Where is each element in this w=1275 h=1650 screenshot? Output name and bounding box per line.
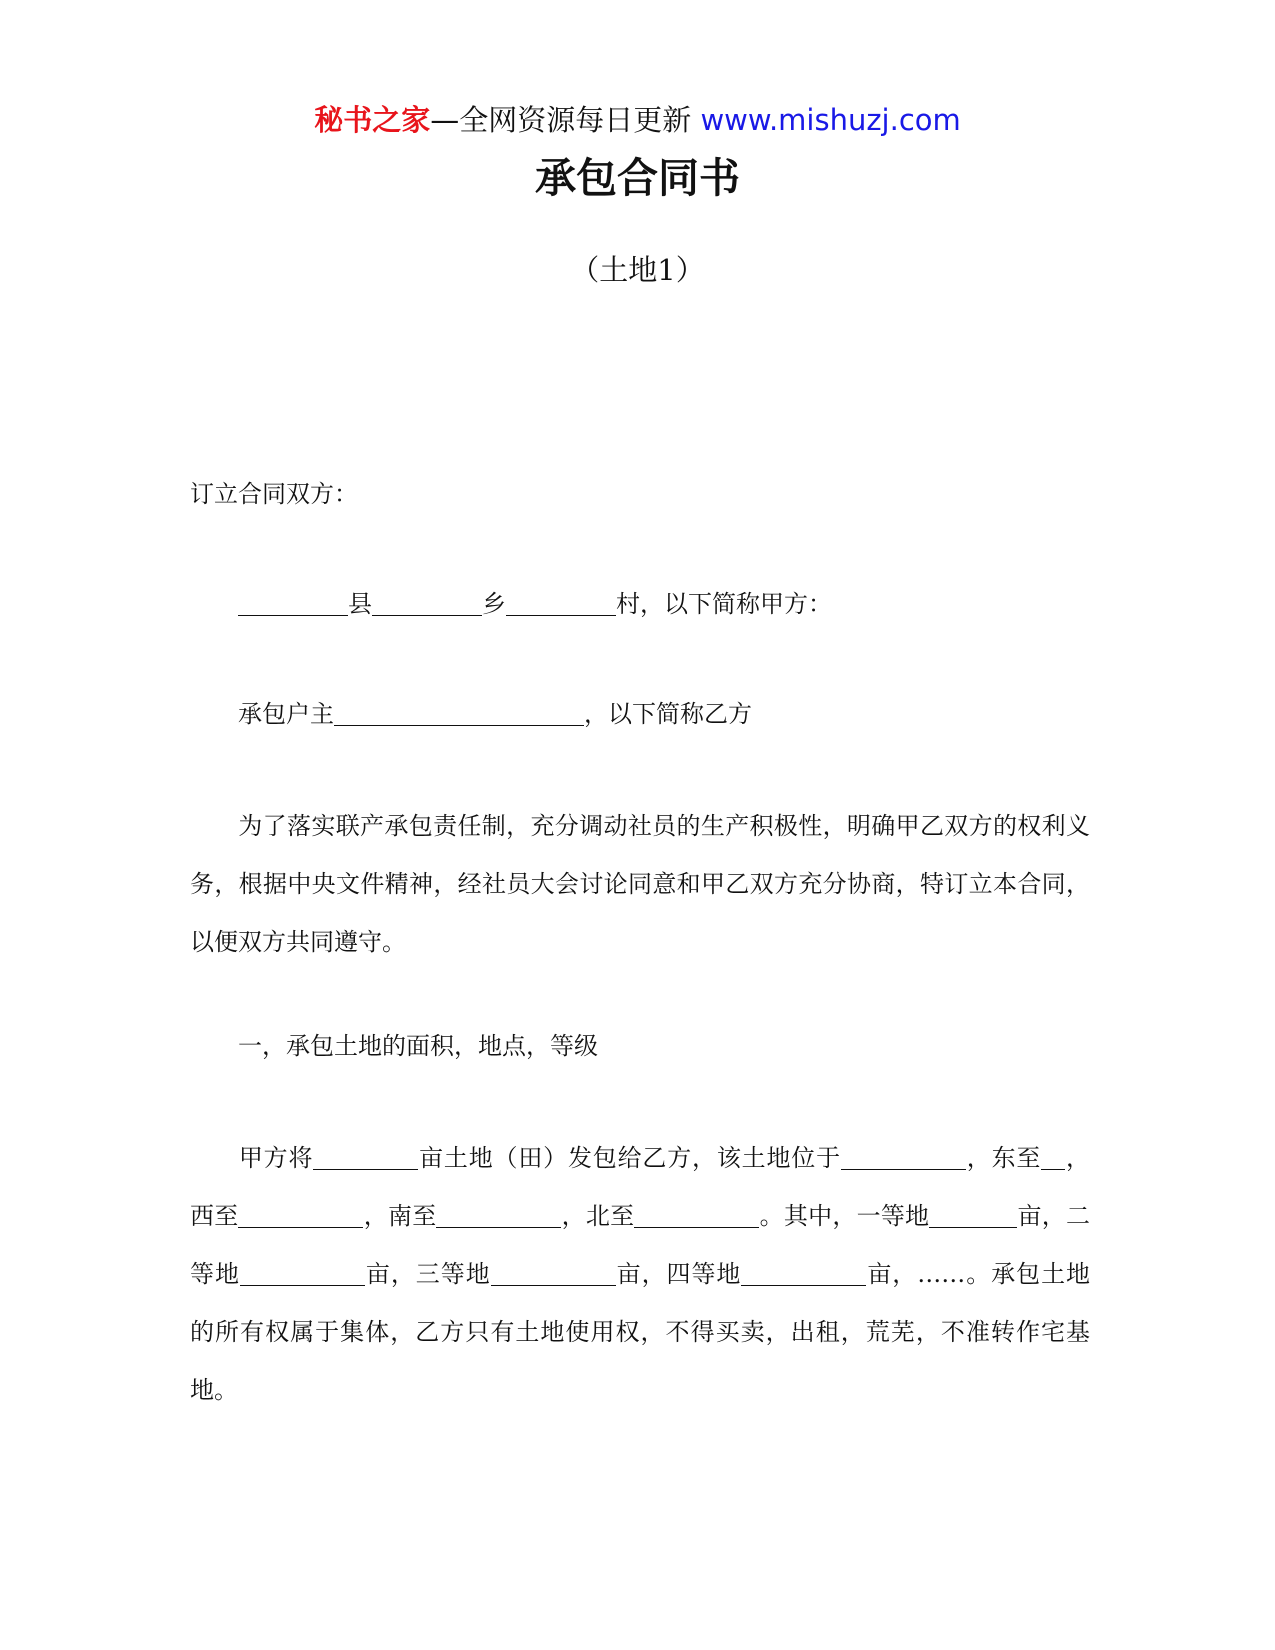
party-b-line (190, 698, 752, 730)
section1-t5: ，南至 (363, 1202, 437, 1230)
county-label: 县 (348, 590, 372, 618)
document-title: 承包合同书 (535, 154, 740, 202)
section1-t3: ，东至 (965, 1144, 1042, 1172)
site-tagline: —全网资源每日更新 (430, 103, 692, 137)
section1-t7: 。其中，一等地 (759, 1202, 930, 1230)
party-b-prefix: 承包户主 (238, 700, 334, 728)
section1-heading (190, 1030, 598, 1062)
total-area-blank[interactable] (313, 1145, 418, 1170)
site-url[interactable]: www.mishuzj.com (700, 103, 961, 137)
party-b-suffix: ，以下简称乙方 (584, 700, 752, 728)
householder-blank[interactable] (334, 701, 584, 726)
section1-t1: 甲方将 (238, 1144, 314, 1172)
grade2-blank[interactable] (240, 1261, 365, 1286)
village-label: 村，以下简称甲方： (616, 590, 832, 618)
preamble-paragraph (190, 797, 1090, 971)
section1-heading-text: 一，承包土地的面积，地点，等级 (238, 1032, 598, 1060)
section1-t11: 亩，……。承包土地的所有权属于集体，乙方只有土地使用权，不得买卖，出租，荒芜，不准转作宅基地。 (190, 1260, 1091, 1404)
grade1-blank[interactable] (929, 1203, 1017, 1228)
section1-t4: ，西至 (190, 1144, 1091, 1230)
section1-t8: 亩，二等地 (190, 1202, 1091, 1288)
county-blank[interactable] (238, 591, 348, 616)
township-label: 乡 (482, 590, 506, 618)
grade4-blank[interactable] (741, 1261, 866, 1286)
grade3-blank[interactable] (491, 1261, 616, 1286)
party-a-line (190, 588, 832, 620)
section1-paragraph (190, 1129, 1090, 1419)
village-blank[interactable] (506, 591, 616, 616)
section1-t10: 亩，四等地 (615, 1260, 742, 1288)
preamble-text: 为了落实联产承包责任制，充分调动社员的生产积极性，明确甲乙双方的权利义务，根据中央文件精神，经社员大会讨论同意和甲乙双方充分协商，特订立本合同，以便双方共同遵守。 (190, 812, 1090, 956)
north-blank[interactable] (634, 1203, 759, 1228)
section1-t2: 亩土地（田）发包给乙方，该土地位于 (418, 1144, 841, 1172)
section1-t9: 亩，三等地 (364, 1260, 491, 1288)
west-blank[interactable] (238, 1203, 363, 1228)
parties-label: 订立合同双方： (190, 480, 358, 508)
east-blank[interactable] (1041, 1145, 1065, 1170)
site-header (0, 100, 1275, 140)
township-blank[interactable] (372, 591, 482, 616)
section1-t6: ，北至 (561, 1202, 635, 1230)
location-blank[interactable] (841, 1145, 966, 1170)
document-subtitle: （土地1） (570, 253, 705, 287)
south-blank[interactable] (436, 1203, 561, 1228)
site-brand: 秘书之家 (314, 103, 431, 137)
